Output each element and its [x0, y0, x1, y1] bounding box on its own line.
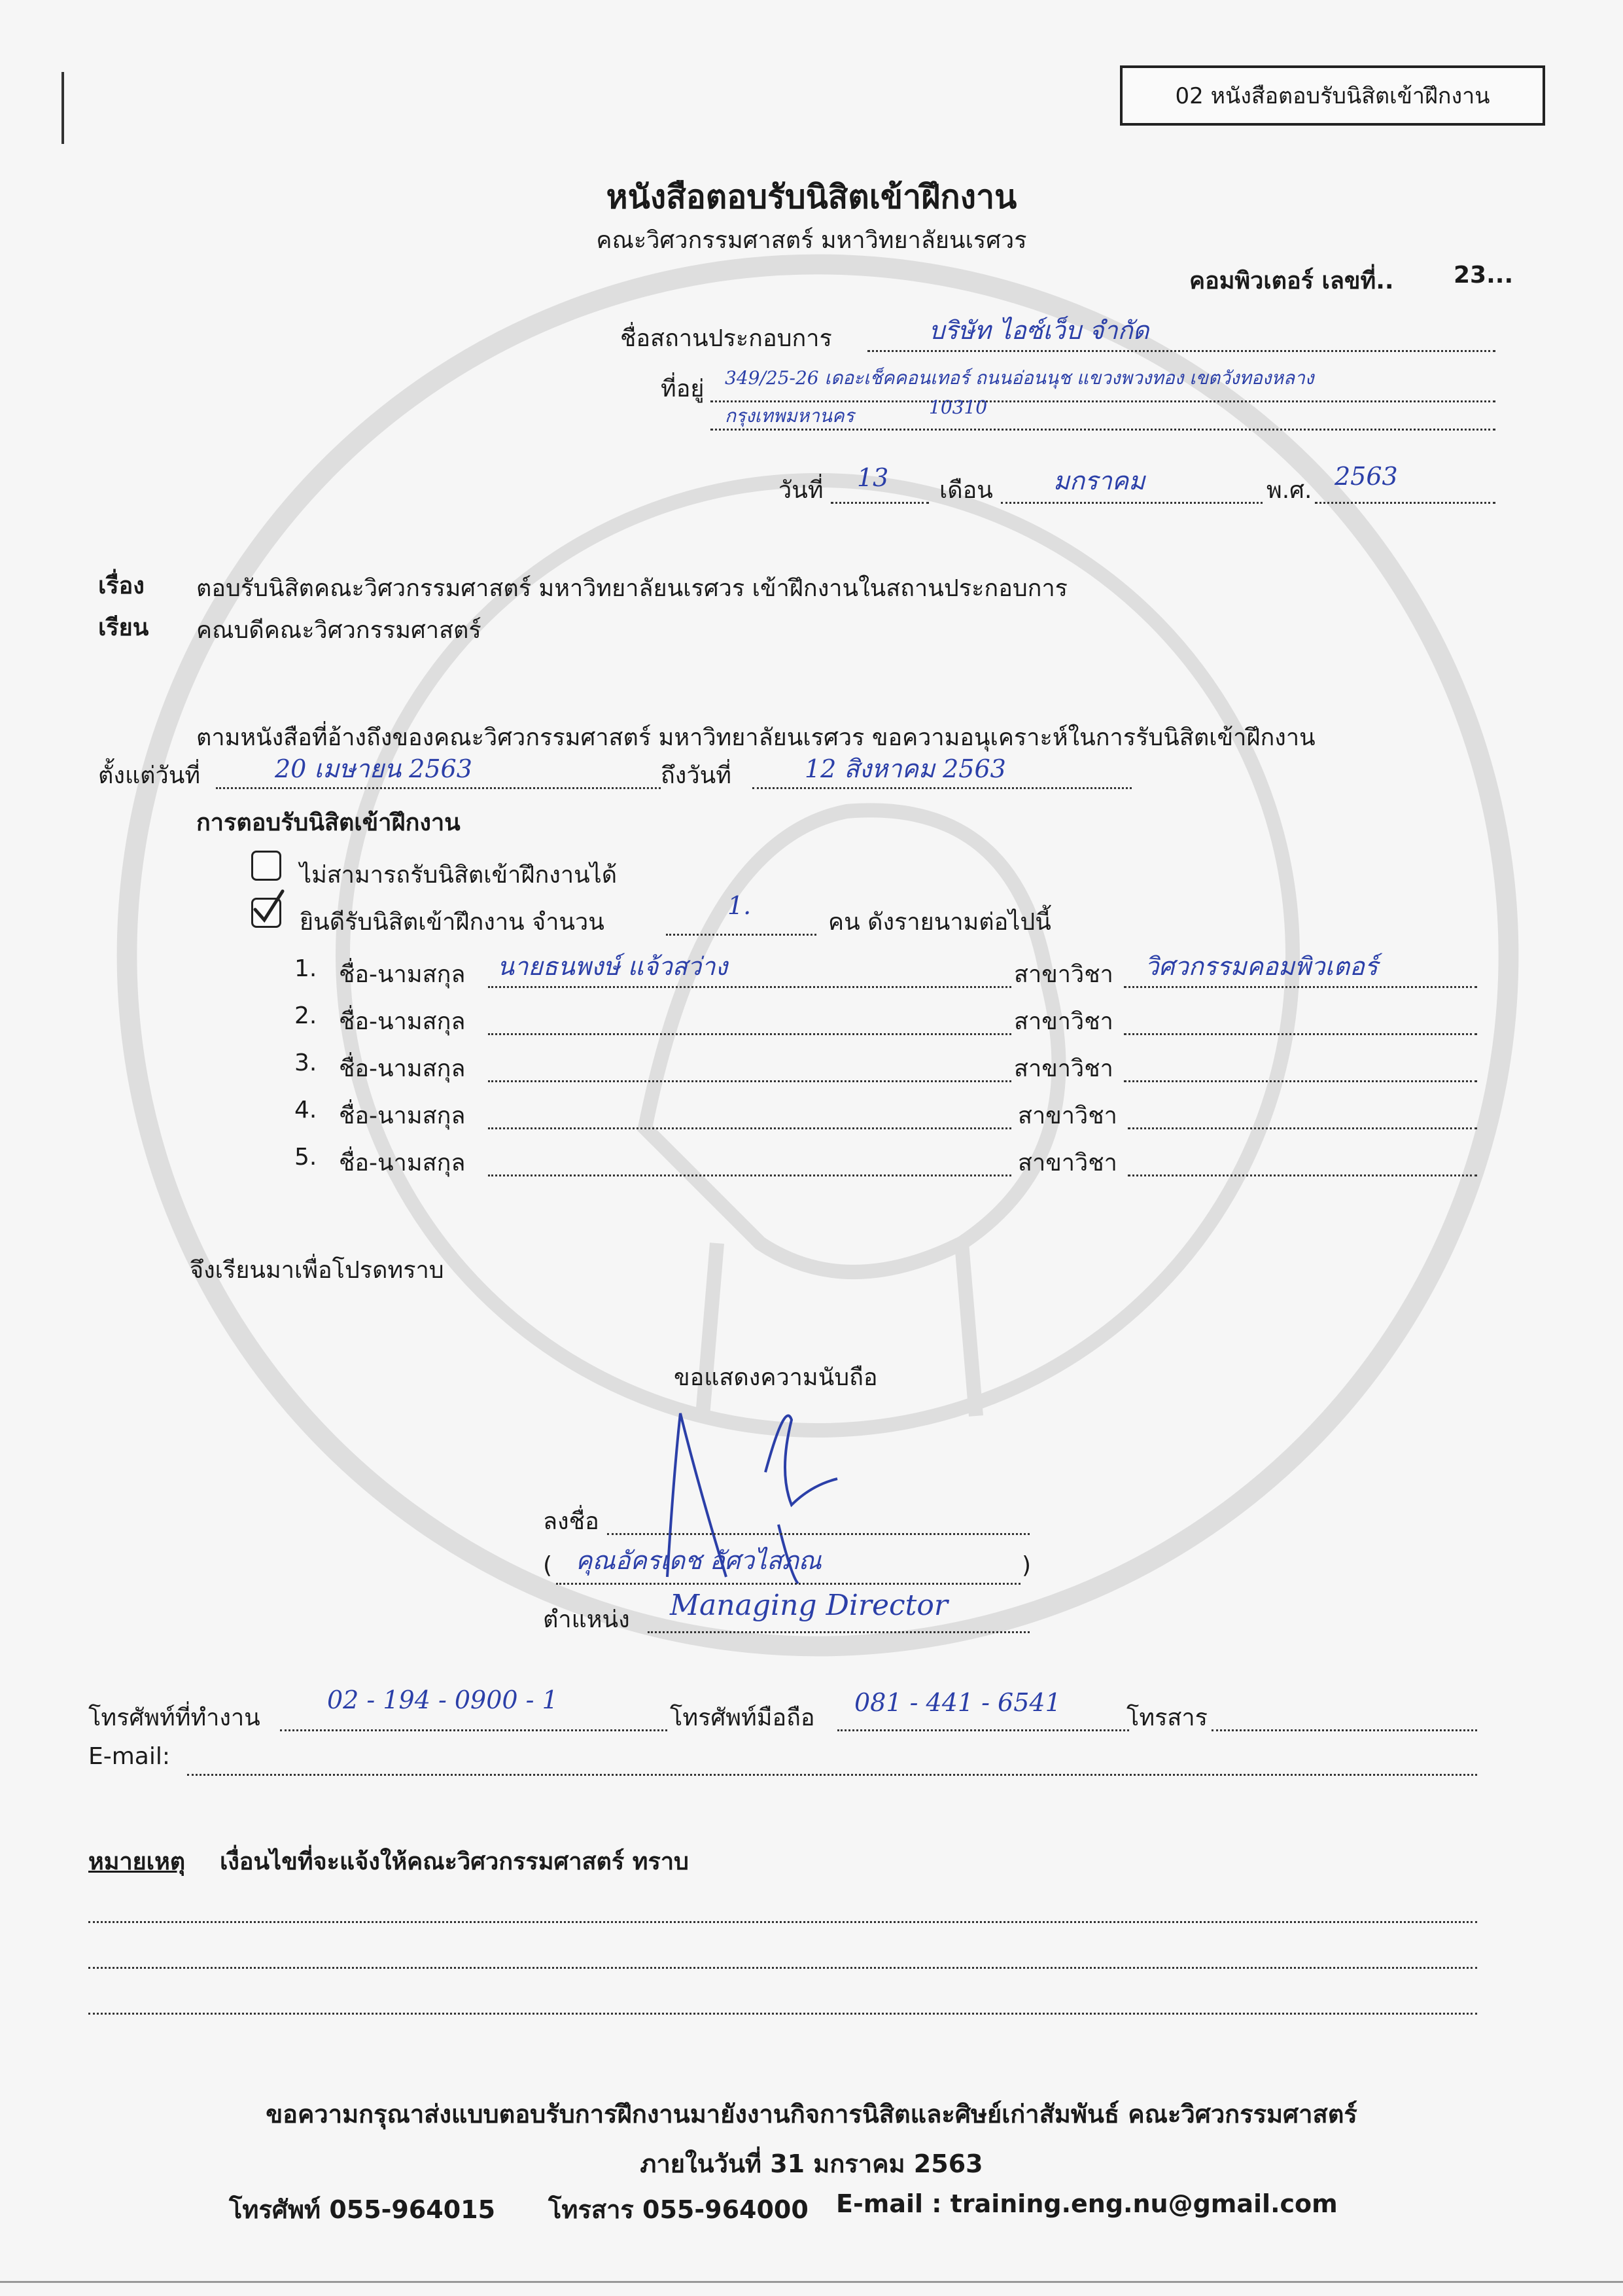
acceptance-heading: การตอบรับนิสิตเข้าฝึกงาน: [196, 809, 461, 836]
signer-open-paren: (: [543, 1552, 553, 1579]
to-text: คณบดีคณะวิศวกรรมศาสตร์: [196, 617, 481, 644]
reject-checkbox[interactable]: [251, 851, 281, 881]
office-phone-value: 02 - 194 - 0900 - 1: [327, 1686, 558, 1714]
count-value: 1.: [727, 891, 752, 920]
company-label: ชื่อสถานประกอบการ: [620, 325, 832, 352]
note-line-2: [88, 1967, 1477, 1969]
company-line: [867, 350, 1495, 352]
from-date-value: 20 เมษายน 2563: [275, 754, 472, 783]
fax-label: โทรสาร: [1126, 1704, 1208, 1731]
from-date-label: ตั้งแต่วันที่: [98, 762, 201, 789]
student-major-line: [1124, 1033, 1477, 1035]
company-value: บริษัท ไอซ์เว็บ จำกัด: [929, 316, 1149, 345]
subject-label: เรื่อง: [98, 573, 145, 599]
address-value-1: 349/25-26 เดอะเช็คคอนเทอร์ ถนนอ่อนนุช แขวงพวงทอง เขตวังทองหลาง: [725, 367, 1314, 389]
sign-label: ลงชื่อ: [543, 1508, 599, 1535]
student-major-line: [1128, 1127, 1477, 1129]
student-name-label: ชื่อ-นามสกุล: [339, 1055, 466, 1082]
student-major-line: [1124, 1080, 1477, 1082]
to-date-value: 12 สิงหาคม 2563: [805, 754, 1006, 783]
body-paragraph: ตามหนังสือที่อ้างถึงของคณะวิศวกรรมศาสตร์ มหาวิทยาลัยนเรศวร ขอความอนุเคราะห์ในการรับนิสิตเข้าฝึกงาน: [196, 724, 1316, 751]
computer-number-label: คอมพิวเตอร์ เลขที่..: [1189, 268, 1394, 294]
mobile-phone-label: โทรศัพท์มือถือ: [670, 1704, 815, 1731]
address-label: ที่อยู่: [661, 376, 705, 402]
student-name-line: [488, 986, 1011, 988]
date-day-label: วันที่: [778, 477, 824, 504]
binder-mark: [61, 72, 64, 144]
footer-email: E-mail : training.eng.nu@gmail.com: [836, 2189, 1338, 2218]
student-name-line: [488, 1033, 1011, 1035]
sign-line: [607, 1533, 1030, 1535]
page-subtitle: คณะวิศวกรรมศาสตร์ มหาวิทยาลัยนเรศวร: [596, 227, 1027, 254]
footer-fax: โทรสาร 055-964000: [548, 2195, 809, 2224]
signer-close-paren: ): [1022, 1552, 1032, 1579]
badge-text: 02 หนังสือตอบรับนิสิตเข้าฝึกงาน: [1175, 83, 1490, 109]
student-name-label: ชื่อ-นามสกุล: [339, 1008, 466, 1035]
mobile-phone-line: [837, 1729, 1129, 1731]
student-major-value: วิศวกรรมคอมพิวเตอร์: [1145, 952, 1378, 981]
position-label: ตำแหน่ง: [543, 1606, 630, 1633]
regards-text: ขอแสดงความนับถือ: [674, 1364, 878, 1391]
student-major-label: สาขาวิชา: [1018, 1150, 1117, 1176]
fax-line: [1212, 1729, 1477, 1731]
student-number: 3.: [294, 1050, 317, 1076]
mobile-phone-value: 081 - 441 - 6541: [854, 1688, 1061, 1717]
student-name-label: ชื่อ-นามสกุล: [339, 1103, 466, 1129]
date-year-label: พ.ศ.: [1266, 477, 1312, 504]
note-line-3: [88, 2013, 1477, 2015]
student-name-label: ชื่อ-นามสกุล: [339, 1150, 466, 1176]
student-major-line: [1124, 986, 1477, 988]
accept-option-label: ยินดีรับนิสิตเข้าฝึกงาน จำนวน: [300, 909, 604, 936]
signer-name-line: [556, 1583, 1021, 1585]
position-line: [648, 1631, 1030, 1633]
address-postcode: 10310: [929, 397, 988, 418]
student-name-value: นายธนพงษ์ แจ้วสว่าง: [497, 952, 728, 981]
student-number: 5.: [294, 1144, 317, 1171]
computer-number-value: 23...: [1454, 262, 1514, 289]
student-major-label: สาขาวิชา: [1018, 1103, 1117, 1129]
footer-deadline: ภายในวันที่ 31 มกราคม 2563: [640, 2149, 983, 2178]
subject-text: ตอบรับนิสิตคณะวิศวกรรมศาสตร์ มหาวิทยาลัยนเรศวร เข้าฝึกงานในสถานประกอบการ: [196, 575, 1068, 602]
reject-option-label: ไม่สามารถรับนิสิตเข้าฝึกงานได้: [300, 862, 618, 889]
student-number: 4.: [294, 1097, 317, 1123]
form-number-badge: [1120, 65, 1545, 126]
note-text: เงื่อนไขที่จะแจ้งให้คณะวิศวกรรมศาสตร์ ทราบ: [220, 1848, 689, 1875]
date-month-line: [1001, 502, 1263, 504]
footer-phone: โทรศัพท์ 055-964015: [229, 2195, 496, 2224]
date-day-value: 13: [857, 463, 889, 492]
footer-instruction: ขอความกรุณาส่งแบบตอบรับการฝึกงานมายังงานกิจการนิสิตและศิษย์เก่าสัมพันธ์ คณะวิศวกรรมศาสตร์: [266, 2100, 1357, 2128]
student-major-line: [1128, 1174, 1477, 1176]
position-value: Managing Director: [670, 1589, 948, 1622]
student-name-line: [488, 1127, 1011, 1129]
student-major-label: สาขาวิชา: [1014, 961, 1113, 988]
student-name-label: ชื่อ-นามสกุล: [339, 961, 466, 988]
student-number: 2.: [294, 1002, 317, 1029]
page-title: หนังสือตอบรับนิสิตเข้าฝึกงาน: [606, 178, 1017, 216]
date-year-value: 2563: [1335, 462, 1398, 491]
count-suffix: คน ดังรายนามต่อไปนี้: [828, 909, 1051, 936]
email-line: [187, 1774, 1477, 1776]
count-line: [666, 934, 816, 936]
date-month-value: มกราคม: [1053, 467, 1145, 495]
checkmark-icon: [249, 887, 288, 927]
address-value-2: กรุงเทพมหานคร: [725, 405, 854, 427]
date-month-label: เดือน: [939, 477, 993, 504]
note-line-1: [88, 1921, 1477, 1923]
email-label: E-mail:: [88, 1743, 170, 1770]
note-label: หมายเหตุ: [88, 1848, 186, 1875]
student-number: 1.: [294, 955, 317, 982]
to-date-label: ถึงวันที่: [661, 762, 731, 789]
student-name-line: [488, 1174, 1011, 1176]
student-major-label: สาขาวิชา: [1014, 1008, 1113, 1035]
to-label: เรียน: [98, 614, 149, 641]
student-major-label: สาขาวิชา: [1014, 1055, 1113, 1082]
signer-name: คุณอัครเดช อัศวไสภณ: [576, 1546, 822, 1575]
date-year-line: [1315, 502, 1495, 504]
closing-text: จึงเรียนมาเพื่อโปรดทราบ: [190, 1257, 444, 1284]
student-name-line: [488, 1080, 1011, 1082]
bottom-edge-line: [0, 2281, 1623, 2283]
office-phone-label: โทรศัพท์ที่ทำงาน: [88, 1704, 260, 1731]
date-day-line: [831, 502, 929, 504]
office-phone-line: [280, 1729, 667, 1731]
